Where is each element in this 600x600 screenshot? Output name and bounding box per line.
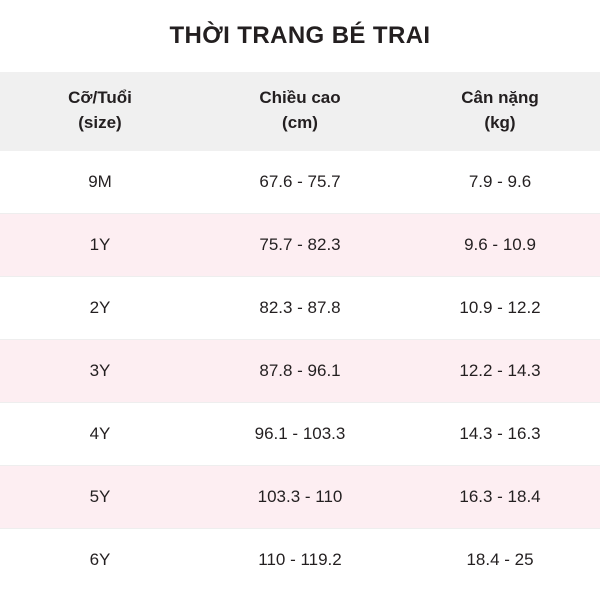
column-header-weight-main: Cân nặng [461, 88, 539, 107]
column-header-height-unit: (cm) [282, 112, 318, 132]
cell-weight: 9.6 - 10.9 [400, 214, 600, 277]
cell-size: 6Y [89, 550, 111, 570]
cell-weight: 14.3 - 16.3 [400, 403, 600, 466]
table-row [0, 214, 600, 277]
table-header-row [0, 72, 600, 151]
cell-height: 75.7 - 82.3 [200, 214, 400, 277]
cell-weight: 12.2 - 14.3 [400, 340, 600, 403]
cell-height: 67.6 - 75.7 [200, 151, 400, 214]
cell-size: 2Y [0, 277, 200, 340]
cell-height: 103.3 - 110 [200, 466, 400, 529]
column-header-size-unit: (size) [78, 112, 122, 132]
cell-height: 110 - 119.2 [258, 550, 342, 570]
column-header-height [200, 72, 400, 151]
table-row [0, 466, 600, 529]
cell-size: 4Y [0, 403, 200, 466]
cell-size: 9M [0, 151, 200, 214]
page-title: THỜI TRANG BÉ TRAI [169, 22, 431, 49]
cell-size: 3Y [0, 340, 200, 403]
table-header [0, 72, 600, 151]
column-header-height-main: Chiều cao [259, 88, 341, 107]
size-chart-table [0, 72, 600, 591]
table-row [0, 529, 600, 592]
cell-weight: 10.9 - 12.2 [400, 277, 600, 340]
table-body [0, 151, 600, 591]
table-row [0, 403, 600, 466]
cell-size: 5Y [0, 466, 200, 529]
cell-weight: 7.9 - 9.6 [400, 151, 600, 214]
cell-height: 82.3 - 87.8 [200, 277, 400, 340]
table-row [0, 277, 600, 340]
table-row [0, 340, 600, 403]
column-header-weight-unit: (kg) [484, 112, 516, 132]
cell-weight: 16.3 - 18.4 [400, 466, 600, 529]
cell-height: 87.8 - 96.1 [200, 340, 400, 403]
cell-weight: 18.4 - 25 [466, 550, 534, 570]
table-row [0, 151, 600, 214]
column-header-size-main: Cỡ/Tuổi [68, 88, 132, 107]
cell-size: 1Y [0, 214, 200, 277]
column-header-size [0, 72, 200, 151]
cell-height: 96.1 - 103.3 [200, 403, 400, 466]
column-header-weight [400, 72, 600, 151]
